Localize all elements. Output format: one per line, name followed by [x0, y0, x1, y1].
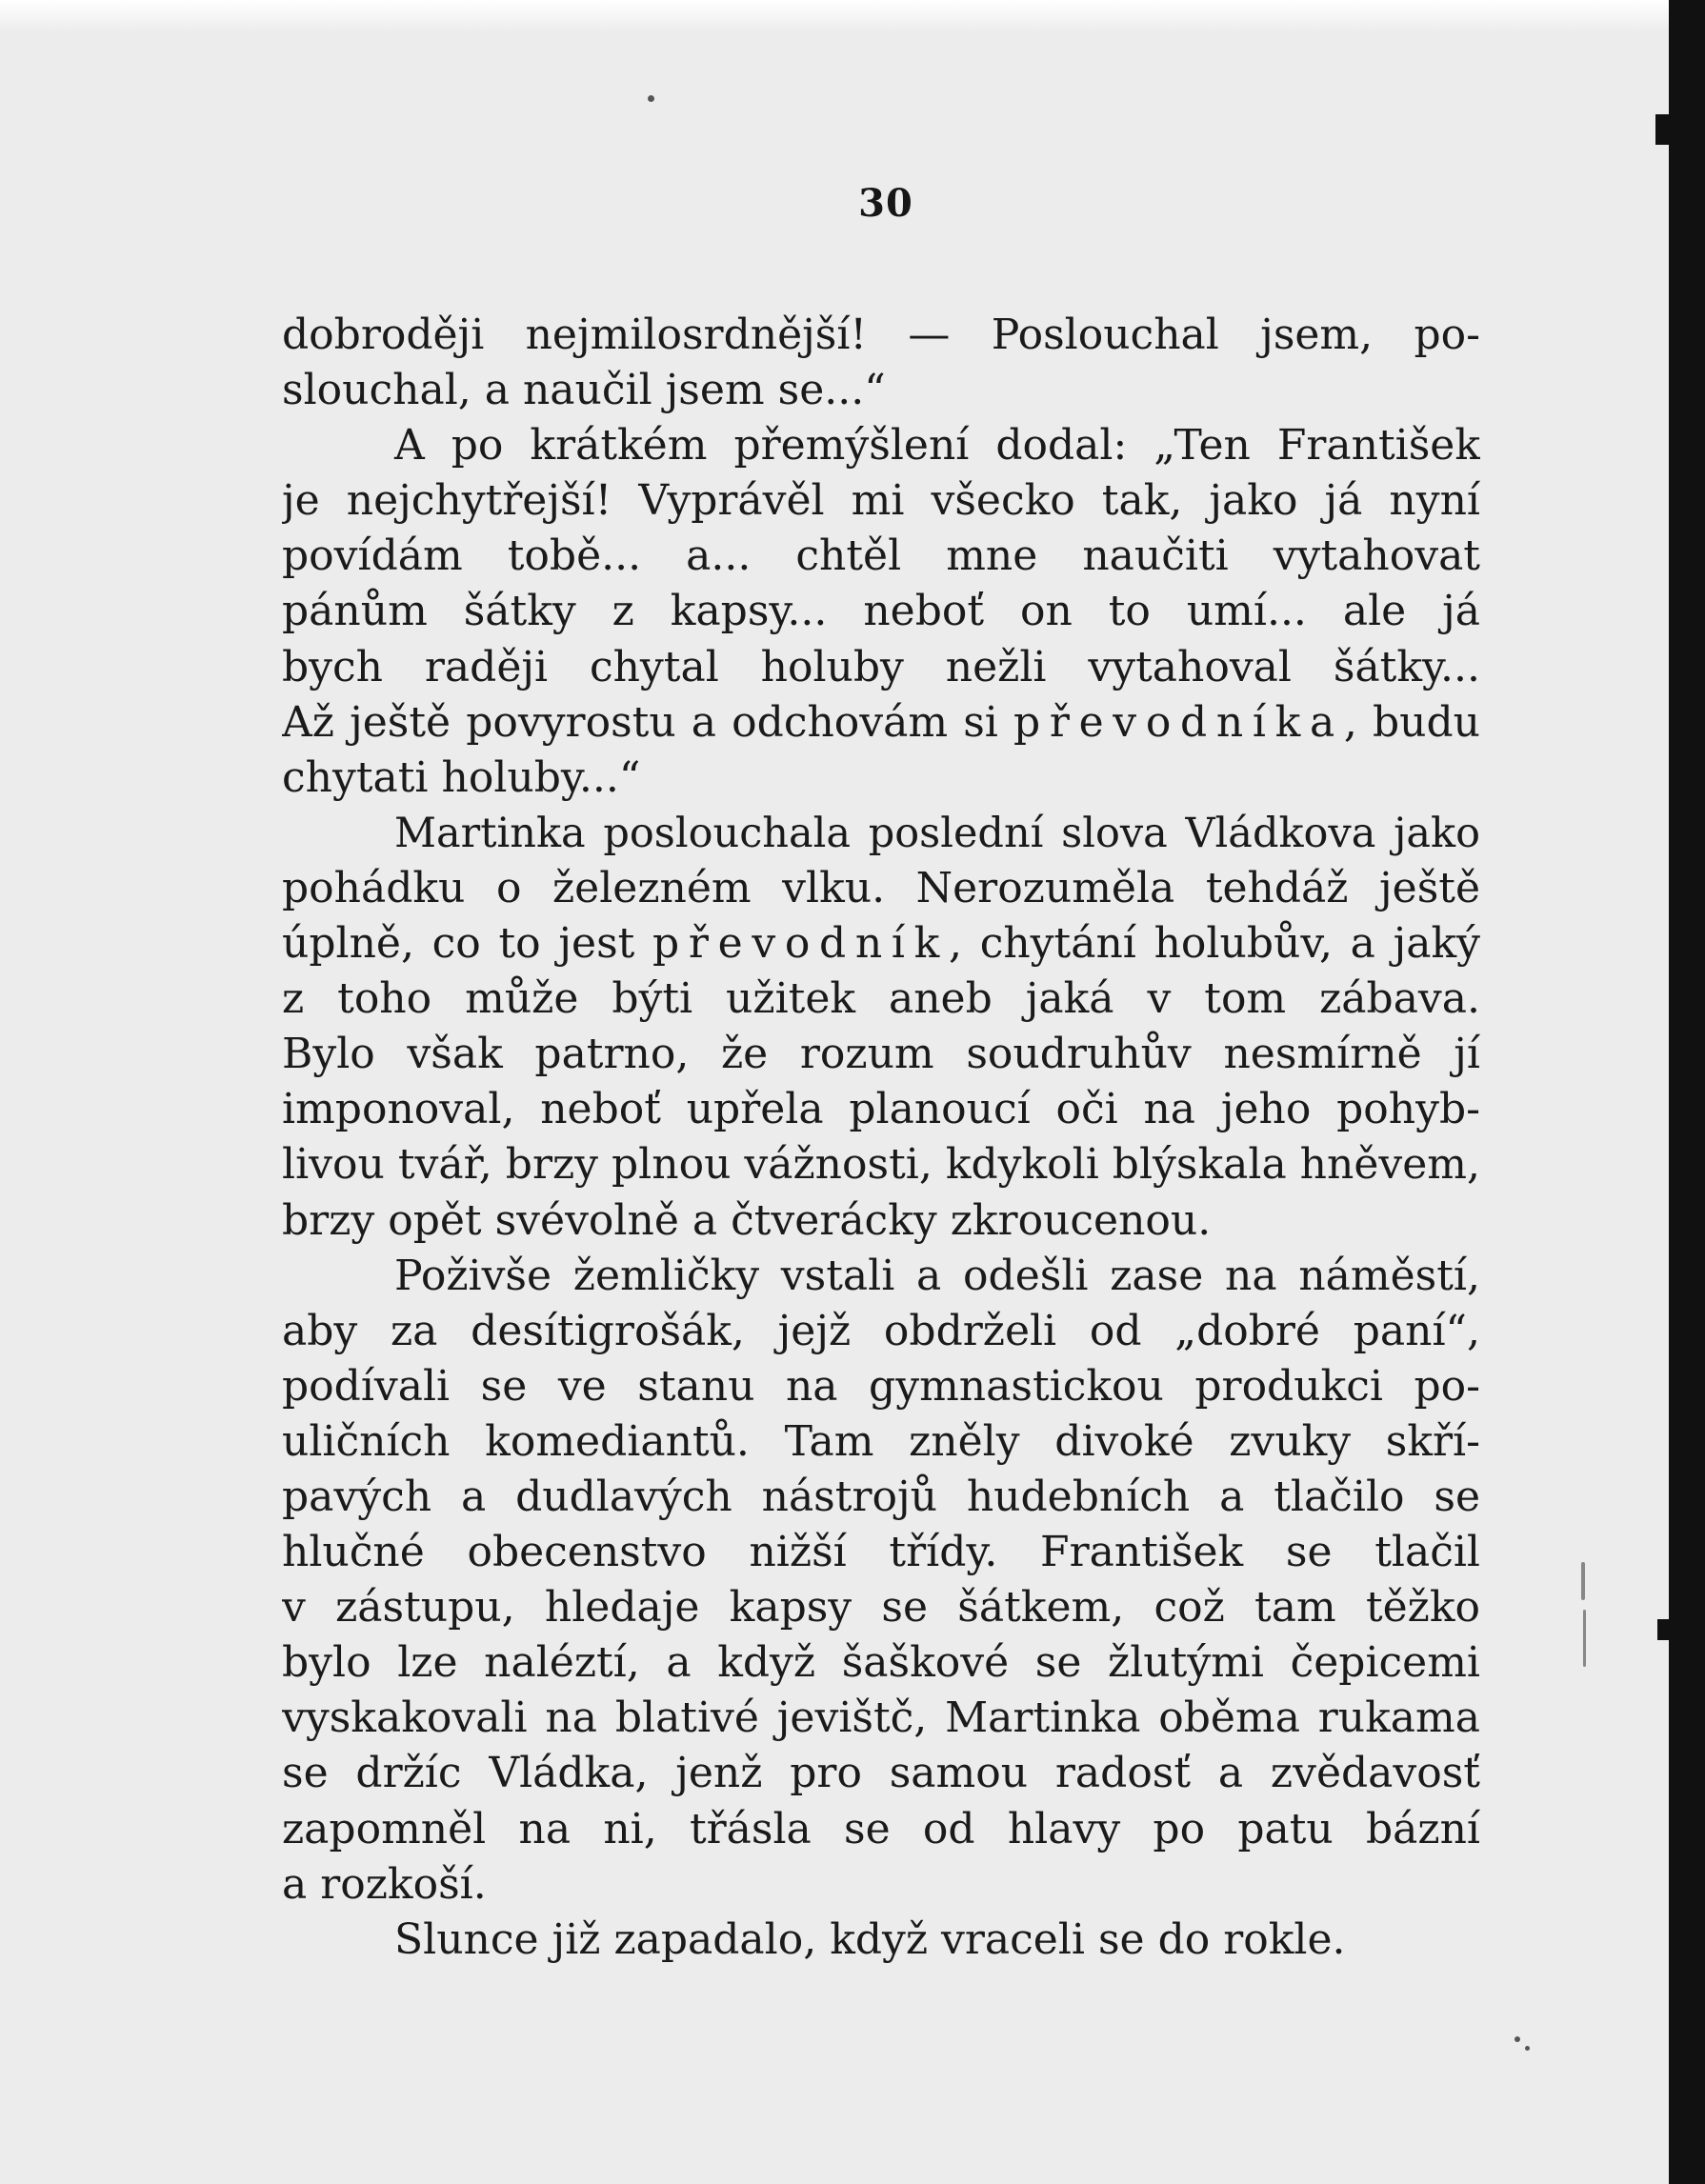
scan-border-mark: [1655, 114, 1671, 145]
text-line: hlučné obecenstvo nižší třídy. František se tlačil: [282, 1528, 1480, 1577]
text-run: , budu: [1343, 697, 1480, 747]
text-line: vyskakovali na blativé jevištč, Martinka oběma rukama: [282, 1693, 1480, 1743]
scan-speck: [1514, 2036, 1520, 2042]
text-run: úplně, co to jest: [282, 919, 653, 969]
text-line: pohádku o železném vlku. Nerozuměla tehdáž ještě: [282, 863, 1480, 912]
text-line: Slunce již zapadalo, když vraceli se do rokle.: [394, 1914, 1346, 1964]
text-line: pánům šátky z kapsy... neboť on to umí... ale já: [282, 587, 1480, 636]
scan-right-border: [1669, 0, 1705, 2184]
text-line: [282, 916, 1480, 972]
text-line: livou tvář, brzy plnou vážnosti, kdykoli blýskala hněvem,: [282, 1140, 1480, 1190]
text-line: imponoval, neboť upřela planoucí oči na jeho pohyb-: [282, 1085, 1480, 1134]
text-line: A po krátkém přemýšlení dodal: „Ten František: [394, 421, 1480, 471]
text-line: uličních komediantů. Tam zněly divoké zvuky skří-: [282, 1416, 1480, 1466]
page-number: 30: [858, 181, 913, 226]
text-line: pavých a dudlavých nástrojů hudebních a tlačilo se: [282, 1472, 1480, 1521]
scan-top-edge: [0, 0, 1705, 32]
text-line: se držíc Vládka, jenž pro samou radosť a zvědavosť: [282, 1749, 1480, 1798]
text-line: aby za desítigrošák, jejž obdrželi od „dobré paní“,: [282, 1306, 1480, 1355]
text-run: Až ještě povyrostu a odchovám si: [282, 697, 1014, 747]
text-line: Bylo však patrno, že rozum soudruhův nesmírně jí: [282, 1030, 1480, 1079]
text-line: chytati holuby...“: [282, 752, 641, 802]
text-line: povídám tobě... a... chtěl mne naučiti vytahovat: [282, 531, 1480, 581]
spaced-emphasis: převodník: [652, 919, 949, 969]
body-text: [282, 308, 1480, 1968]
text-line: bylo lze naléztí, a když šaškové se žlutými čepicemi: [282, 1638, 1480, 1688]
text-line: zapomněl na ni, třásla se od hlavy po patu bázní: [282, 1804, 1480, 1853]
scan-speck: [1581, 1562, 1585, 1600]
text-line: v zástupu, hledaje kapsy se šátkem, což tam těžko: [282, 1583, 1480, 1633]
spaced-emphasis: převodníka: [1013, 697, 1344, 747]
text-line: Poživše žemličky vstali a odešli zase na náměstí,: [394, 1251, 1480, 1300]
text-line: dobroději nejmilosrdnější! — Poslouchal jsem, po-: [282, 311, 1480, 359]
scan-border-mark: [1657, 1619, 1671, 1640]
text-line: slouchal, a naučil jsem se...“: [282, 366, 886, 415]
text-line: a rozkoší.: [282, 1859, 487, 1909]
text-line: podívali se ve stanu na gymnastickou produkci po-: [282, 1361, 1480, 1411]
text-line: z toho může býti užitek aneb jaká v tom zábava.: [282, 974, 1480, 1024]
text-line: Martinka poslouchala poslední slova Vládkova jako: [394, 809, 1480, 857]
text-line: je nejchytřejší! Vyprávěl mi všecko tak, jako já nyní: [282, 476, 1480, 526]
text-run: , chytání holubův, a jaký: [949, 919, 1480, 969]
scan-speck: [1583, 1610, 1586, 1667]
scan-speck: [1525, 2046, 1530, 2051]
scan-speck: [648, 95, 654, 102]
text-line: bych raději chytal holuby nežli vytahoval šátky...: [282, 642, 1480, 691]
text-line: brzy opět svévolně a čtverácky zkroucenou.: [282, 1195, 1212, 1245]
text-line: [282, 695, 1480, 751]
